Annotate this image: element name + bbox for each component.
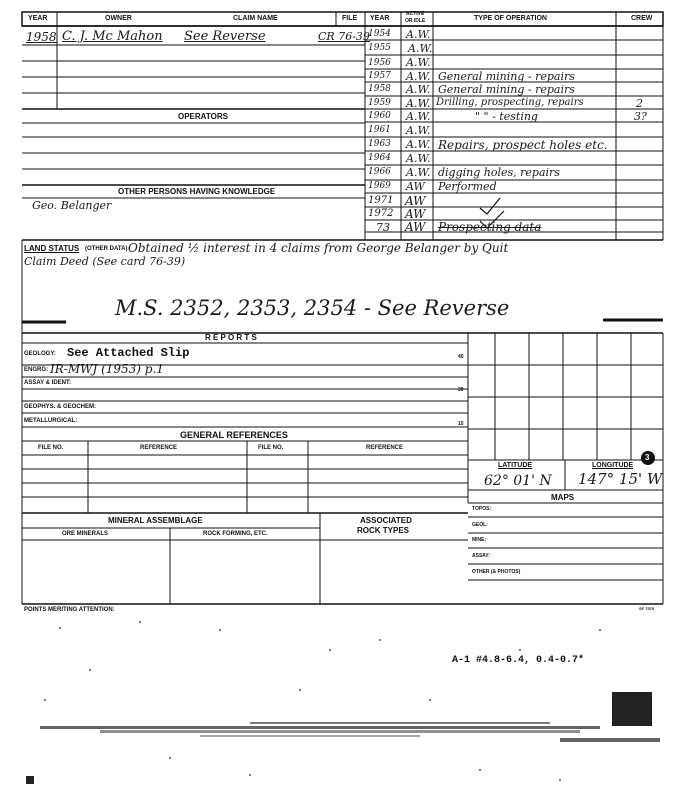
longitude-value: 147° 15' W [578, 470, 663, 488]
owner-entry-owner: C. J. Mc Mahon [62, 29, 163, 44]
geology-value: See Attached Slip [67, 346, 190, 360]
longitude-label: LONGITUDE [592, 462, 634, 469]
maps-topos: TOPOS: [472, 506, 492, 512]
activity-year: 1954 [368, 29, 391, 39]
owner-entry-year: 1958 [26, 30, 57, 44]
activity-status: A.W. [406, 152, 431, 165]
latitude-value: 62° 01' N [484, 473, 552, 489]
header-type-of-operation: TYPE OF OPERATION [474, 15, 547, 22]
reports-title: R E P O R T S [205, 333, 257, 342]
owner-entry-file: CR 76-39 [318, 30, 370, 43]
gen-ref-reference-2: REFERENCE [366, 445, 404, 451]
land-status-line2: Claim Deed (See card 76-39) [24, 255, 186, 268]
land-status-label: LAND STATUS [24, 244, 80, 253]
activity-status: A.W. [406, 124, 431, 137]
header-owner: OWNER [105, 15, 132, 22]
activity-year: 73 [376, 221, 390, 234]
activity-status: AW [406, 180, 425, 193]
activity-year: 1960 [368, 111, 391, 121]
activity-year: 1961 [368, 125, 391, 135]
maps-title: MAPS [551, 493, 575, 502]
geophys-label: GEOPHYS. & GEOCHEM: [24, 404, 97, 410]
activity-status: A.W. [406, 138, 431, 151]
other-persons-entry: Geo. Belanger [32, 199, 112, 212]
associated-label-1: ASSOCIATED [360, 516, 412, 525]
activity-status: A.W. [406, 70, 431, 83]
engrg-value: IR-MWJ (1953) p.1 [50, 362, 164, 376]
activity-status: AW [405, 194, 426, 208]
activity-operation: Drilling, prospecting, repairs [436, 97, 584, 108]
header-year: YEAR [28, 15, 48, 22]
activity-year: 1956 [368, 58, 391, 68]
owner-entry-claim-name: See Reverse [184, 29, 266, 44]
activity-year: 1972 [368, 208, 394, 219]
land-status-sublabel: (OTHER DATA) [85, 246, 128, 252]
general-references-title: GENERAL REFERENCES [180, 430, 288, 440]
activity-status: A.W. [406, 28, 431, 41]
land-status-survey: M.S. 2352, 2353, 2354 - See Reverse [115, 296, 510, 320]
activity-crew: 2 [636, 97, 643, 110]
activity-status: A.W. [406, 110, 431, 123]
associated-label-2: ROCK TYPES [357, 526, 410, 535]
activity-operation: Repairs, prospect holes etc. [438, 138, 608, 152]
maps-mine: MINE: [472, 537, 487, 543]
scale-30: 30 [458, 387, 464, 393]
activity-operation: digging holes, repairs [438, 166, 560, 179]
activity-status: AW [405, 207, 426, 221]
other-persons-label: OTHER PERSONS HAVING KNOWLEDGE [118, 187, 276, 196]
assay-label: ASSAY & IDENT: [24, 380, 72, 386]
operators-label: OPERATORS [178, 112, 228, 121]
gen-ref-file-no: FILE NO. [38, 445, 64, 451]
metallurgical-label: METALLURGICAL: [24, 418, 78, 424]
rock-forming-label: ROCK FORMING, ETC. [203, 531, 268, 537]
activity-year: 1964 [368, 153, 391, 163]
form-number: SF 7575 [639, 606, 655, 611]
activity-status: A.W. [406, 166, 431, 179]
activity-operation: General mining - repairs [438, 83, 575, 96]
scale-40: 40 [458, 354, 464, 360]
activity-status: AW [405, 220, 426, 234]
bottom-note: A-1 #4.8-6.4, 0.4-0.7* [452, 655, 585, 666]
activity-status: A.W. [408, 42, 433, 55]
header-crew: CREW [631, 15, 653, 22]
land-status-line1: Obtained ½ interest in 4 claims from George Belanger by Quit [128, 241, 509, 255]
activity-year: 1971 [368, 195, 394, 206]
latitude-label: LATITUDE [498, 462, 533, 469]
activity-year: 1963 [368, 139, 391, 149]
activity-operation: " " - testing [475, 110, 538, 123]
activity-operation: Performed [438, 180, 497, 193]
mineral-assemblage-title: MINERAL ASSEMBLAGE [108, 516, 203, 525]
activity-crew: 3? [634, 110, 647, 123]
circle-mark: 3 [645, 453, 650, 462]
activity-year: 1966 [368, 167, 391, 177]
header-claim-name: CLAIM NAME [233, 15, 278, 22]
activity-status: A.W. [406, 56, 431, 69]
activity-year: 1957 [368, 71, 391, 81]
activity-year: 1958 [368, 84, 391, 94]
activity-year: 1959 [368, 98, 391, 108]
header-year-2: YEAR [370, 15, 390, 22]
points-meriting-label: POINTS MERITING ATTENTION: [24, 607, 115, 613]
maps-other: OTHER (& PHOTOS) [472, 569, 521, 575]
activity-status: A.W. [406, 97, 431, 110]
activity-year: 1969 [368, 181, 391, 191]
gen-ref-file-no-2: FILE NO. [258, 445, 284, 451]
activity-operation: Prospecting data [438, 220, 542, 234]
maps-assay: ASSAY: [472, 553, 491, 559]
ore-minerals-label: ORE MINERALS [62, 531, 109, 537]
engrg-label: ENGRG: [24, 367, 48, 373]
header-active-top: ACTIVE [406, 11, 425, 17]
activity-operation: General mining - repairs [438, 70, 575, 83]
header-active-bottom: OR IDLE [405, 18, 426, 24]
activity-status: A.W. [406, 83, 431, 96]
header-file: FILE [342, 15, 358, 22]
scale-15: 15 [458, 421, 464, 427]
maps-geol: GEOL: [472, 522, 488, 528]
geology-label: GEOLOGY: [24, 351, 56, 357]
activity-year: 1955 [368, 43, 391, 53]
gen-ref-reference: REFERENCE [140, 445, 178, 451]
